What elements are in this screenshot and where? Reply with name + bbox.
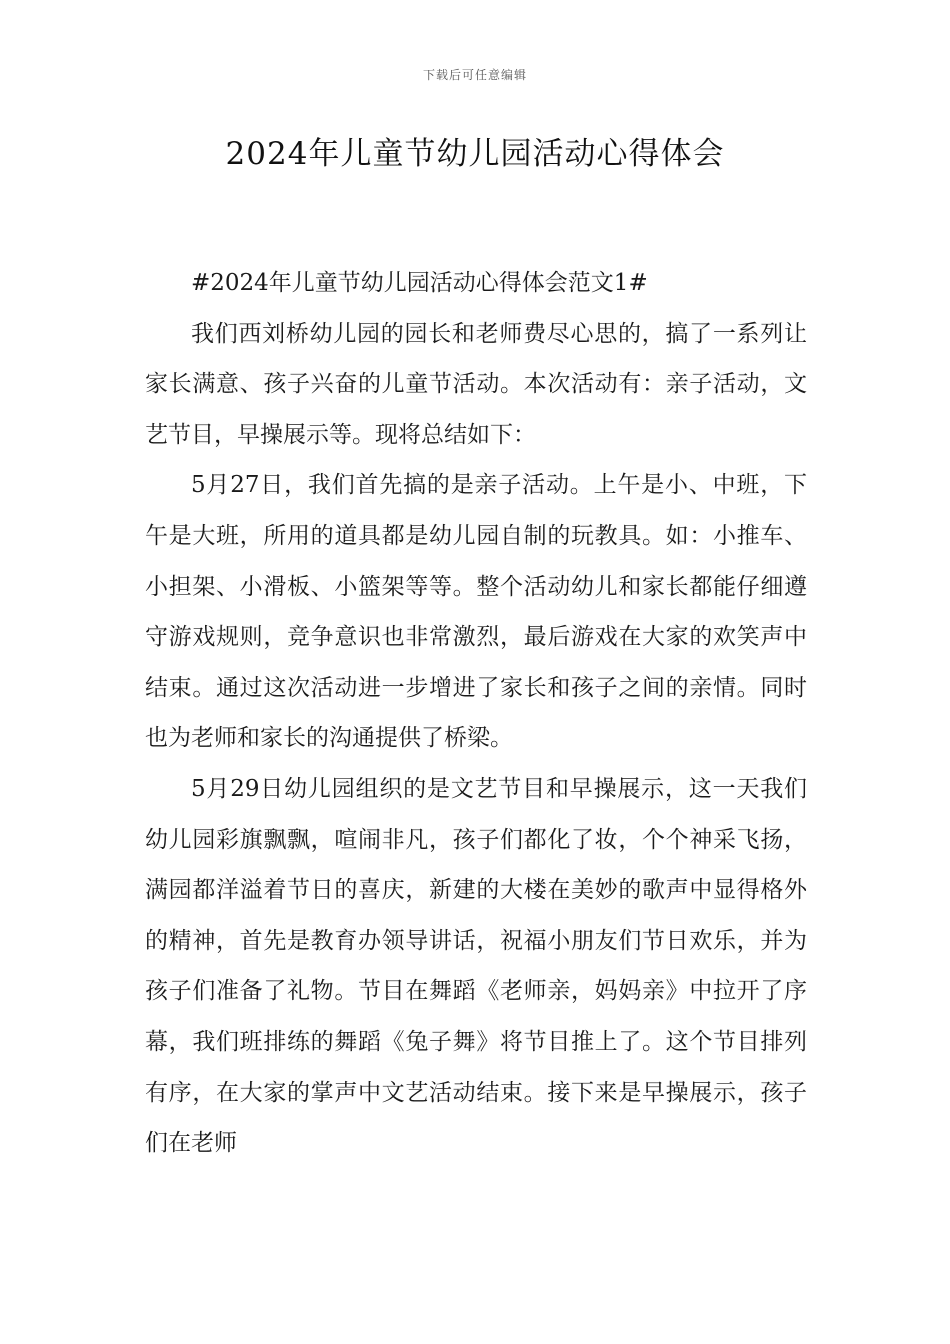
document-title: 2024年儿童节幼儿园活动心得体会 (225, 136, 725, 172)
section-heading: #2024年儿童节幼儿园活动心得体会范文1# (191, 270, 648, 296)
document-body (145, 258, 807, 1169)
body-paragraph: 我们西刘桥幼儿园的园长和老师费尽心思的，搞了一系列让家长满意、孩子兴奋的儿童节活动。本次活动有：亲子活动，文艺节目，早操展示等。现将总结如下： (145, 320, 807, 448)
header-note: 下载后可任意编辑 (422, 68, 527, 82)
body-paragraph: 5月29日幼儿园组织的是文艺节目和早操展示，这一天我们幼儿园彩旗飘飘，喧闹非凡，孩子们都化了妆，个个神采飞扬，满园都洋溢着节日的喜庆，新建的大楼在美妙的歌声中显得格外的精神，首先是教育办领导讲话，祝福小朋友们节日欢乐，并为孩子们准备了礼物。节目在舞蹈《老师亲，妈妈亲》中拉开了序幕，我们班排练的舞蹈《兔子舞》将节目推上了。这个节目排列有序，在大家的掌声中文艺活动结束。接下来是早操展示，孩子们在老师 (145, 775, 807, 1157)
body-paragraph: 5月27日，我们首先搞的是亲子活动。上午是小、中班，下午是大班，所用的道具都是幼儿园自制的玩教具。如：小推车、小担架、小滑板、小篮架等等。整个活动幼儿和家长都能仔细遵守游戏规则，竞争意识也非常激烈，最后游戏在大家的欢笑声中结束。通过这次活动进一步增进了家长和孩子之间的亲情。同时也为老师和家长的沟通提供了桥梁。 (145, 472, 807, 752)
